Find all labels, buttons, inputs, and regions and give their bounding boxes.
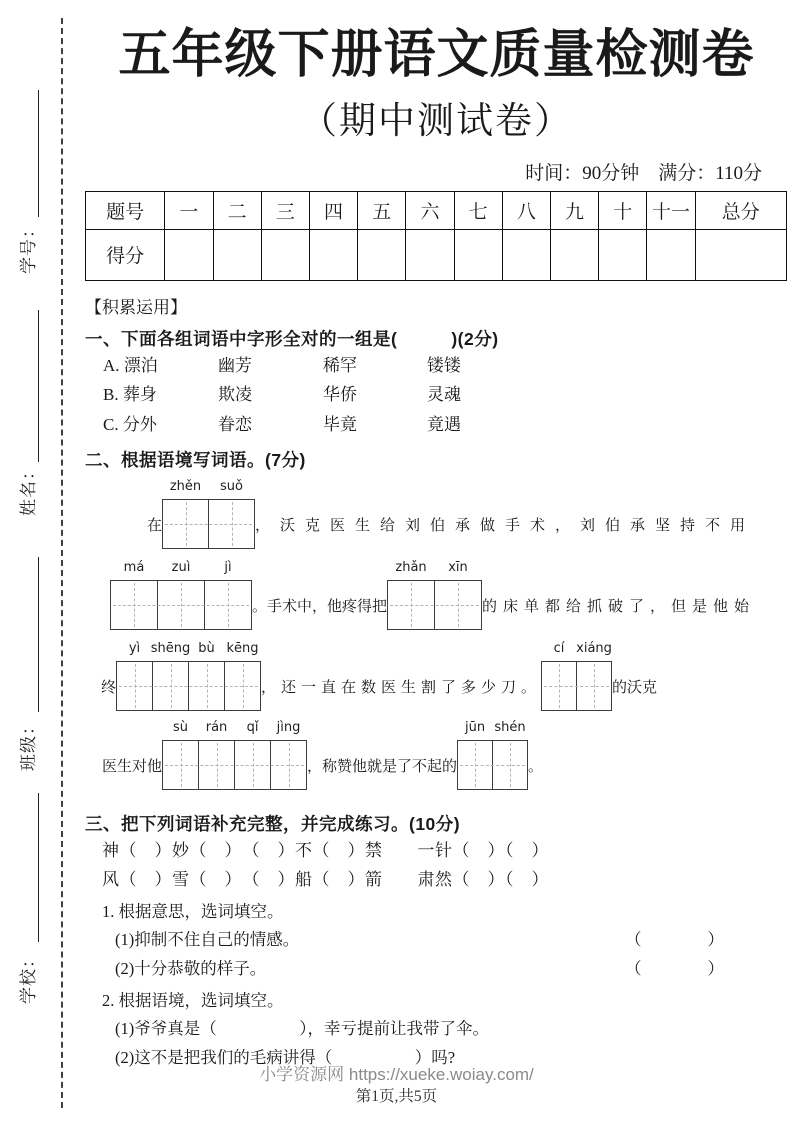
- writing-cell: [576, 641, 612, 710]
- footer-page-number: 第1页,共5页: [355, 1088, 438, 1105]
- pinyin-label: zhǎn: [395, 560, 427, 576]
- writing-cell: [271, 720, 306, 789]
- q2-line-2: [110, 560, 788, 629]
- pinyin-label: shēng: [150, 641, 191, 657]
- writing-cell: [150, 641, 191, 710]
- pinyin-label: sù: [173, 720, 189, 736]
- score-table: [85, 191, 787, 281]
- question-1-header: 一、下面各组词语中字形全对的一组是( )(2分): [85, 328, 499, 349]
- writing-grid-suranqijing: [162, 720, 307, 790]
- q2-text: 医生对他: [102, 758, 163, 775]
- q3-sub1-title: 1. 根据意思，选词填空。: [102, 902, 284, 922]
- writing-grid-mazuiji: [110, 560, 252, 630]
- q2-line-3: [101, 641, 788, 710]
- score-cell-empty: [309, 229, 357, 280]
- main-content: [85, 0, 788, 1072]
- student-id-blank-line: [38, 90, 39, 217]
- pinyin-label: zuì: [171, 560, 191, 576]
- q3-word-row-2: 风（ ）雪（ ） （ ）船（ ）箭 肃然（ ）（ ）: [102, 870, 549, 890]
- footer-site-url: 小学资源网 https://xueke.woiay.com/: [259, 1065, 534, 1084]
- pinyin-label: jì: [224, 560, 232, 576]
- pinyin-label: shén: [494, 720, 526, 736]
- pinyin-label: kēng: [226, 641, 259, 657]
- score-col: 九: [550, 191, 598, 229]
- pinyin-label: xiáng: [576, 641, 612, 657]
- score-cell-empty: [358, 229, 406, 280]
- score-col: 一: [165, 191, 213, 229]
- option-word: B. 葬身: [103, 385, 157, 405]
- pinyin-label: qǐ: [246, 720, 259, 736]
- score-table-score-row: [86, 229, 787, 280]
- q2-text: 的沃克: [612, 679, 658, 696]
- answer-blank: （ ）: [625, 930, 724, 950]
- q2-text: 。手术中，他疼得把: [252, 598, 388, 615]
- exam-time-score-info: 时间：90分钟 满分：110分: [525, 162, 762, 184]
- writing-cell: [225, 641, 260, 710]
- q3-sub1-item-1-text: (1)抑制不住自己的情感。: [115, 930, 300, 950]
- score-cell-empty: [406, 229, 454, 280]
- name-label: 姓名：: [19, 462, 38, 516]
- score-cell-empty: [599, 229, 647, 280]
- writing-grid-cixiang: [541, 641, 612, 711]
- q2-text: 在: [147, 517, 163, 534]
- page-title: 五年级下册语文质量检测卷: [118, 27, 755, 84]
- pinyin-label: jūn: [464, 720, 486, 736]
- page-subtitle: （期中测试卷）: [300, 100, 573, 142]
- option-row-a: [103, 351, 788, 381]
- score-cell-empty: [165, 229, 213, 280]
- writing-cell: [209, 479, 254, 548]
- option-word: 毕竟: [323, 414, 357, 434]
- score-cell-empty: [647, 229, 695, 280]
- score-table-header-row: [86, 191, 787, 229]
- score-row-label: 得分: [86, 229, 165, 280]
- q2-text: 终: [101, 679, 117, 696]
- writing-grid-junshen: [457, 720, 528, 790]
- writing-grid-zhensuo: [162, 479, 255, 549]
- q2-text: 。: [528, 758, 544, 775]
- school-blank-line: [38, 793, 39, 942]
- q2-line-4: [102, 720, 788, 789]
- option-word: 幽芳: [218, 355, 252, 375]
- q2-text: 的床单都给抓破了，但是他始: [482, 598, 756, 615]
- option-word: A. 漂泊: [103, 355, 158, 375]
- class-label: 班级：: [19, 717, 38, 771]
- option-row-b: [103, 380, 788, 410]
- writing-cell: [235, 720, 271, 789]
- option-word: 眷恋: [218, 414, 252, 434]
- section-accumulation-label: 【积累运用】: [85, 297, 187, 317]
- score-col-total: 总分: [695, 191, 786, 229]
- score-cell-empty: [261, 229, 309, 280]
- writing-cell: [458, 720, 493, 789]
- option-word: C. 分外: [103, 414, 157, 434]
- score-col: 四: [309, 191, 357, 229]
- q3-sub2-title: 2. 根据语境，选词填空。: [102, 991, 284, 1011]
- name-blank-line: [38, 310, 39, 462]
- option-word: 镂镂: [427, 355, 461, 375]
- q2-text: ，沃克医生给刘伯承做手术，刘伯承坚持不用: [255, 517, 756, 534]
- score-cell-empty: [502, 229, 550, 280]
- writing-cell: [189, 641, 225, 710]
- writing-cell: [117, 641, 153, 710]
- pinyin-label: zhěn: [169, 479, 202, 495]
- score-col: 二: [213, 191, 261, 229]
- writing-cell: [542, 641, 577, 710]
- pinyin-label: rán: [205, 720, 228, 736]
- q3-sub2-item-1: [115, 1015, 788, 1044]
- pinyin-label: cí: [553, 641, 565, 657]
- question-3-header: 三、把下列词语补充完整，并完成练习。(10分): [85, 814, 461, 835]
- option-word: 竟遇: [427, 414, 461, 434]
- writing-cell: [388, 560, 435, 629]
- q3-sub2-item-2-text: (2)这不是把我们的毛病讲得（ ）吗?: [115, 1047, 456, 1067]
- score-cell-empty: [695, 229, 786, 280]
- writing-cell: [158, 560, 205, 629]
- pinyin-label: suǒ: [220, 479, 243, 495]
- school-label: 学校：: [19, 950, 38, 1004]
- option-word: 华侨: [323, 385, 357, 405]
- q2-line-1: [147, 479, 788, 548]
- q3-sub1-item-1: [115, 926, 788, 955]
- score-col: 五: [358, 191, 406, 229]
- q3-sub1-item-2-text: (2)十分恭敬的样子。: [115, 958, 267, 978]
- q3-word-row-1: 神（ ）妙（ ） （ ）不（ ）禁 一针（ ）（ ）: [102, 841, 549, 861]
- pinyin-label: má: [123, 560, 145, 576]
- writing-cell: [163, 720, 199, 789]
- score-cell-empty: [454, 229, 502, 280]
- q2-text: ，还一直在数医生割了多少刀。: [261, 679, 542, 696]
- writing-cell: [111, 560, 158, 629]
- writing-cell: [435, 560, 481, 629]
- pinyin-label: yì: [128, 641, 141, 657]
- q2-text: ，称赞他就是了不起的: [307, 758, 458, 775]
- score-col: 八: [502, 191, 550, 229]
- score-col: 三: [261, 191, 309, 229]
- writing-cell: [493, 720, 527, 789]
- pinyin-label: bù: [198, 641, 215, 657]
- student-id-label: 学号：: [19, 220, 38, 274]
- pinyin-label: xīn: [448, 560, 468, 576]
- option-word: 灵魂: [427, 385, 461, 405]
- pinyin-label: jìng: [276, 720, 301, 736]
- score-col: 十一: [647, 191, 695, 229]
- question-2-header: 二、根据语境写词语。(7分): [85, 450, 306, 471]
- writing-cell: [199, 720, 235, 789]
- option-word: 欺凌: [218, 385, 252, 405]
- q3-sub2-item-1-text: (1)爷爷真是（ ），幸亏提前让我带了伞。: [115, 1019, 489, 1039]
- writing-cell: [205, 560, 251, 629]
- q3-sub1-item-2: [115, 955, 788, 984]
- answer-blank: （ ）: [625, 958, 724, 978]
- score-col: 十: [599, 191, 647, 229]
- seal-dashed-line: [61, 18, 63, 1108]
- writing-cell: [163, 479, 209, 548]
- writing-grid-zhanxin: [387, 560, 482, 630]
- score-col: 七: [454, 191, 502, 229]
- option-row-c: [103, 410, 788, 440]
- writing-grid-yishengbukeng: [116, 641, 261, 711]
- class-blank-line: [38, 557, 39, 712]
- score-header-label: 题号: [86, 191, 165, 229]
- score-col: 六: [406, 191, 454, 229]
- option-word: 稀罕: [323, 355, 357, 375]
- score-cell-empty: [213, 229, 261, 280]
- score-cell-empty: [550, 229, 598, 280]
